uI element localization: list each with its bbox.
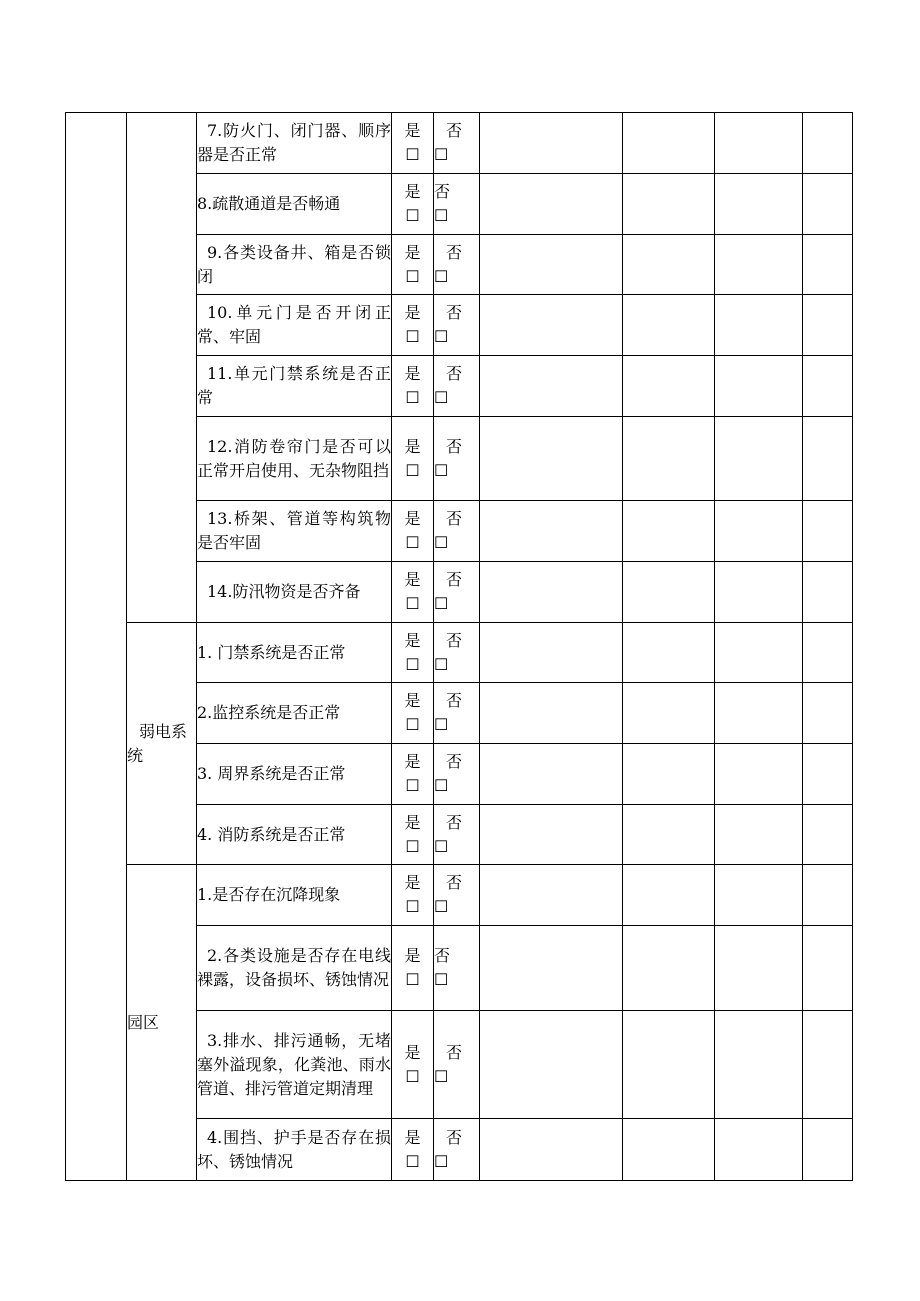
no-checkbox[interactable]: ☐ [434,776,449,795]
blank-cell[interactable] [480,295,623,356]
check-item: 12.消防卷帘门是否可以正常开启使用、无杂物阻挡 [197,417,392,501]
blank-cell[interactable] [715,417,803,501]
yes-checkbox[interactable]: ☐ [405,654,420,674]
check-item: 11.单元门禁系统是否正常 [197,356,392,417]
check-item: 8.疏散通道是否畅通 [197,174,392,235]
no-checkbox[interactable]: ☐ [434,836,449,856]
blank-cell[interactable] [623,235,715,295]
yes-option[interactable]: 是 ☐ [392,683,434,744]
blank-cell[interactable] [480,562,623,623]
blank-cell[interactable] [623,1011,715,1119]
check-item: 3.排水、排污通畅，无堵塞外溢现象，化粪池、雨水管道、排污管道定期清理 [197,1011,392,1119]
no-checkbox[interactable]: ☐ [434,533,449,552]
no-option[interactable]: 否 ☐ [434,501,480,562]
blank-cell[interactable] [715,744,803,805]
blank-cell[interactable] [623,865,715,926]
blank-cell[interactable] [803,1011,853,1119]
blank-cell[interactable] [480,683,623,744]
yes-checkbox[interactable]: ☐ [405,206,420,225]
no-option[interactable]: 否 ☐ [434,744,480,805]
no-option[interactable]: 否 ☐ [434,113,480,174]
blank-cell[interactable] [803,356,853,417]
blank-cell[interactable] [803,744,853,805]
yes-checkbox[interactable]: ☐ [405,327,420,346]
blank-cell[interactable] [480,865,623,926]
no-checkbox[interactable]: ☐ [434,594,449,613]
no-option[interactable]: 否 ☐ [434,805,480,865]
yes-option[interactable]: 是 ☐ [392,1011,434,1119]
check-item: 14.防汛物资是否齐备 [197,562,392,623]
blank-cell[interactable] [623,683,715,744]
yes-checkbox[interactable]: ☐ [405,836,420,856]
blank-cell[interactable] [715,683,803,744]
no-option[interactable]: 否 ☐ [434,623,480,683]
no-option[interactable]: 否 ☐ [434,235,480,295]
blank-cell[interactable] [623,295,715,356]
no-checkbox[interactable]: ☐ [434,388,449,407]
yes-option[interactable]: 是 ☐ [392,417,434,501]
yes-option[interactable]: 是 ☐ [392,744,434,805]
check-item: 7.防火门、闭门器、顺序器是否正常 [197,113,392,174]
yes-checkbox[interactable]: ☐ [405,715,420,734]
blank-cell[interactable] [715,623,803,683]
blank-cell[interactable] [480,623,623,683]
blank-cell[interactable] [623,113,715,174]
table-row [66,113,853,174]
yes-option[interactable]: 是 ☐ [392,235,434,295]
yes-option[interactable]: 是 ☐ [392,113,434,174]
blank-cell[interactable] [480,1011,623,1119]
yes-option[interactable]: 是 ☐ [392,865,434,926]
no-checkbox[interactable]: ☐ [434,715,449,734]
blank-cell[interactable] [715,562,803,623]
blank-cell[interactable] [715,295,803,356]
yes-checkbox[interactable]: ☐ [405,388,420,407]
yes-checkbox[interactable]: ☐ [405,1151,420,1171]
yes-checkbox[interactable]: ☐ [405,897,420,916]
blank-cell[interactable] [480,235,623,295]
no-option[interactable]: 否 ☐ [434,683,480,744]
check-item: 9.各类设备井、箱是否锁闭 [197,235,392,295]
blank-cell[interactable] [803,805,853,865]
blank-cell[interactable] [480,805,623,865]
blank-cell[interactable] [623,501,715,562]
blank-cell[interactable] [715,865,803,926]
yes-checkbox[interactable]: ☐ [405,266,420,286]
yes-option[interactable]: 是 ☐ [392,805,434,865]
check-item: 1. 门禁系统是否正常 [197,623,392,683]
blank-cell[interactable] [623,744,715,805]
blank-cell[interactable] [715,113,803,174]
no-checkbox[interactable]: ☐ [434,1066,449,1086]
blank-cell[interactable] [803,417,853,501]
blank-cell[interactable] [623,926,715,1011]
check-item: 13.桥架、管道等构筑物是否牢固 [197,501,392,562]
no-checkbox[interactable]: ☐ [434,897,449,916]
blank-cell[interactable] [480,113,623,174]
yes-option[interactable]: 是 ☐ [392,356,434,417]
no-checkbox[interactable]: ☐ [434,145,449,164]
no-option[interactable]: 否 ☐ [434,1011,480,1119]
no-checkbox[interactable]: ☐ [434,206,449,225]
no-option[interactable]: 否 ☐ [434,1119,480,1181]
yes-checkbox[interactable]: ☐ [405,1066,420,1086]
no-checkbox[interactable]: ☐ [434,970,449,989]
no-option[interactable]: 否 ☐ [434,865,480,926]
blank-cell[interactable] [480,1119,623,1181]
no-checkbox[interactable]: ☐ [434,1151,449,1171]
no-option[interactable]: 否 ☐ [434,562,480,623]
blank-cell[interactable] [803,926,853,1011]
yes-option[interactable]: 是 ☐ [392,623,434,683]
yes-option[interactable]: 是 ☐ [392,501,434,562]
check-item: 4.围挡、护手是否存在损坏、锈蚀情况 [197,1119,392,1181]
blank-cell[interactable] [803,623,853,683]
blank-cell[interactable] [715,356,803,417]
yes-option[interactable]: 是 ☐ [392,174,434,235]
blank-cell[interactable] [803,683,853,744]
blank-cell[interactable] [715,501,803,562]
yes-checkbox[interactable]: ☐ [405,145,420,164]
blank-cell[interactable] [480,744,623,805]
blank-cell[interactable] [623,356,715,417]
blank-cell[interactable] [715,1119,803,1181]
no-checkbox[interactable]: ☐ [434,327,449,346]
category-cell [127,113,197,623]
check-item: 3. 周界系统是否正常 [197,744,392,805]
yes-option[interactable]: 是 ☐ [392,562,434,623]
check-item: 2.监控系统是否正常 [197,683,392,744]
blank-cell[interactable] [623,174,715,235]
no-checkbox[interactable]: ☐ [434,654,449,674]
blank-cell[interactable] [623,623,715,683]
blank-cell[interactable] [803,113,853,174]
no-option[interactable]: 否 ☐ [434,295,480,356]
yes-checkbox[interactable]: ☐ [405,460,420,480]
blank-cell[interactable] [715,1011,803,1119]
check-item: 2.各类设施是否存在电线裸露，设备损坏、锈蚀情况 [197,926,392,1011]
no-checkbox[interactable]: ☐ [434,266,449,286]
no-option[interactable]: 否 ☐ [434,356,480,417]
blank-cell[interactable] [623,1119,715,1181]
blank-cell[interactable] [803,501,853,562]
no-option[interactable]: 否 ☐ [434,926,480,1011]
blank-cell[interactable] [715,235,803,295]
blank-cell[interactable] [803,235,853,295]
no-option[interactable]: 否 ☐ [434,417,480,501]
yes-option[interactable]: 是 ☐ [392,295,434,356]
section-cell [66,113,127,1181]
blank-cell[interactable] [623,562,715,623]
blank-cell[interactable] [480,926,623,1011]
yes-checkbox[interactable]: ☐ [405,776,420,795]
category-park: 园区 [127,865,197,1181]
category-weak-current: 弱电系统 [127,623,197,865]
no-option[interactable]: 否 ☐ [434,174,480,235]
blank-cell[interactable] [715,805,803,865]
table-row [66,623,853,683]
blank-cell[interactable] [623,417,715,501]
check-item: 10.单元门是否开闭正常、牢固 [197,295,392,356]
blank-cell[interactable] [803,174,853,235]
blank-cell[interactable] [480,174,623,235]
yes-option[interactable]: 是 ☐ [392,1119,434,1181]
table-row [66,865,853,926]
yes-checkbox[interactable]: ☐ [405,594,420,613]
check-item: 4. 消防系统是否正常 [197,805,392,865]
yes-option[interactable]: 是 ☐ [392,926,434,1011]
yes-checkbox[interactable]: ☐ [405,970,420,989]
blank-cell[interactable] [803,562,853,623]
yes-checkbox[interactable]: ☐ [405,533,420,552]
inspection-table [65,112,853,1181]
blank-cell[interactable] [623,805,715,865]
blank-cell[interactable] [480,501,623,562]
no-checkbox[interactable]: ☐ [434,460,449,480]
blank-cell[interactable] [803,865,853,926]
blank-cell[interactable] [480,417,623,501]
check-item: 1.是否存在沉降现象 [197,865,392,926]
blank-cell[interactable] [480,356,623,417]
blank-cell[interactable] [803,295,853,356]
blank-cell[interactable] [803,1119,853,1181]
blank-cell[interactable] [715,926,803,1011]
blank-cell[interactable] [715,174,803,235]
